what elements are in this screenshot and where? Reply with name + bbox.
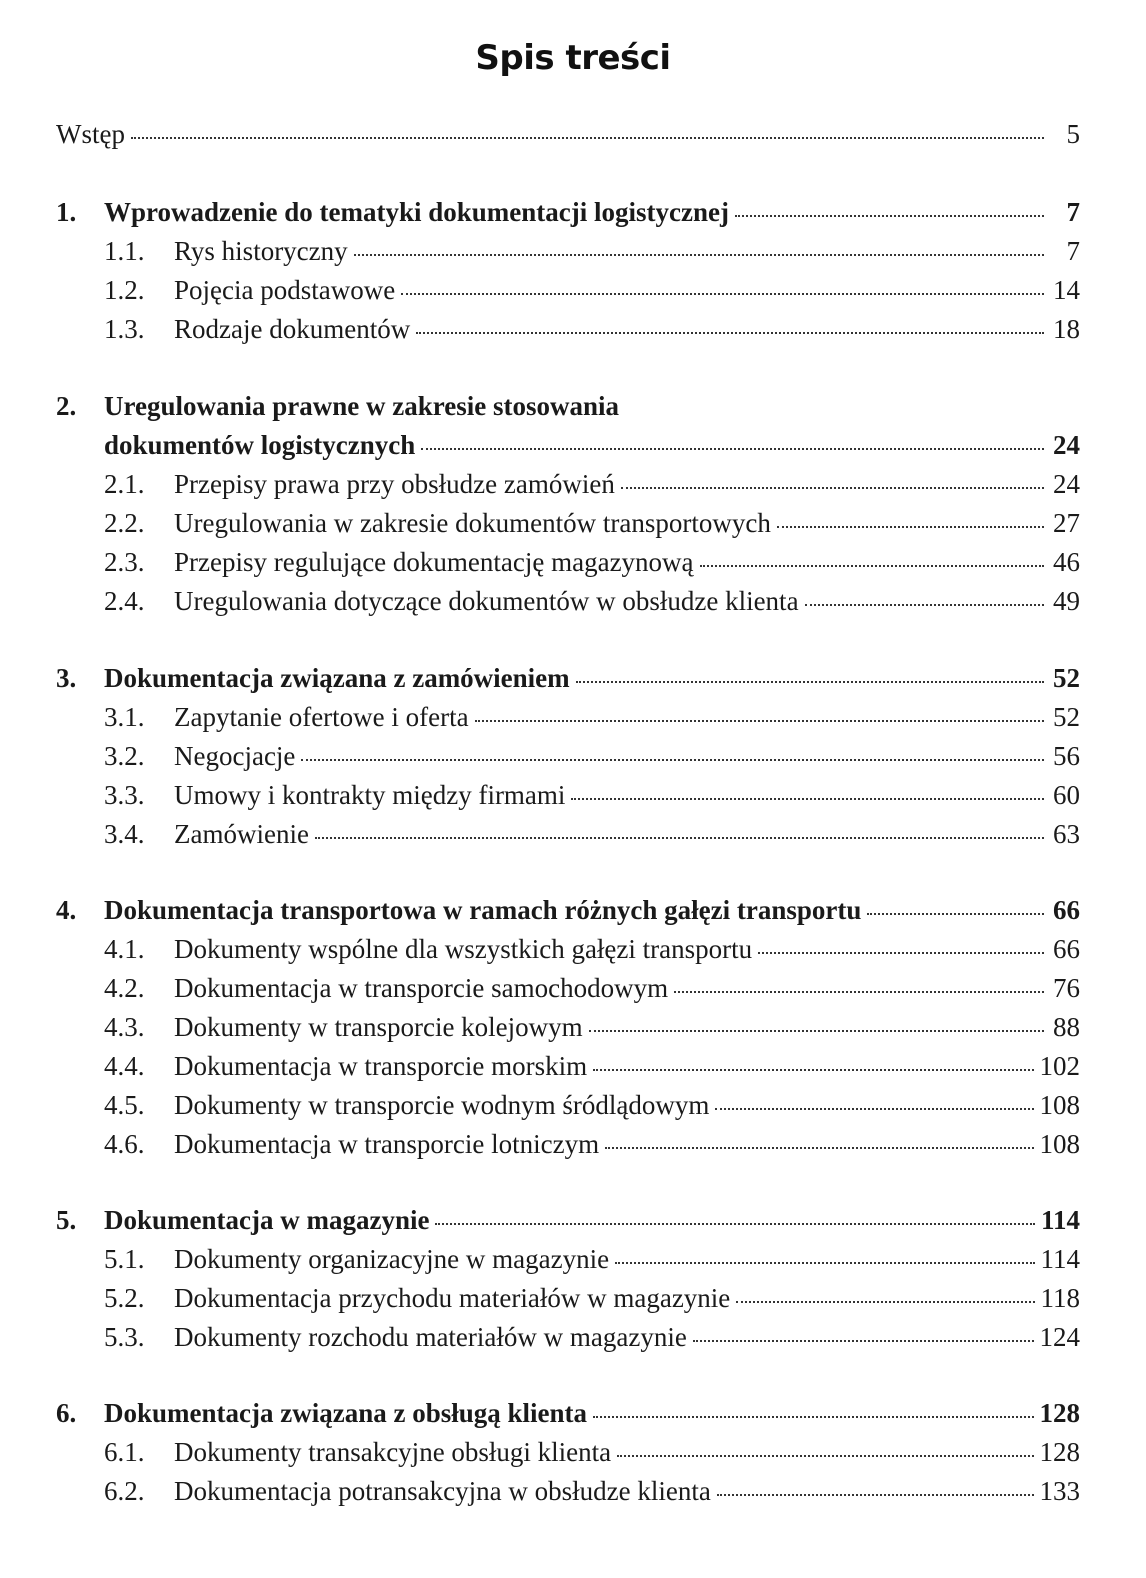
leader-dots — [700, 559, 1044, 567]
section-number: 3.1. — [104, 702, 145, 732]
section-page: 60 — [1053, 780, 1080, 810]
leader-dots — [571, 792, 1044, 800]
toc-section-3-3[interactable] — [56, 779, 1080, 811]
leader-dots — [867, 907, 1044, 915]
section-title: Uregulowania dotyczące dokumentów w obsłudze klienta — [174, 586, 799, 616]
section-title: Przepisy prawa przy obsłudze zamówień — [174, 469, 615, 499]
section-title: Przepisy regulujące dokumentację magazynową — [174, 547, 694, 577]
section-title: Dokumenty w transporcie kolejowym — [174, 1012, 583, 1042]
toc-section-3-1[interactable] — [56, 701, 1080, 733]
section-page: 24 — [1053, 469, 1080, 499]
section-title: Rodzaje dokumentów — [174, 314, 411, 344]
leader-dots — [621, 481, 1044, 489]
leader-dots — [674, 985, 1044, 993]
section-page: 49 — [1053, 586, 1080, 616]
leader-dots — [736, 1295, 1034, 1303]
chapter-title: Dokumentacja w magazynie — [104, 1205, 430, 1235]
toc-chapter-5[interactable] — [56, 1204, 1080, 1236]
leader-dots — [777, 520, 1044, 528]
section-number: 4.5. — [104, 1090, 145, 1120]
section-number: 3.4. — [104, 819, 145, 849]
entry-page: 5 — [1066, 119, 1080, 149]
section-title: Dokumenty wspólne dla wszystkich gałęzi transportu — [174, 934, 753, 964]
toc-section-2-4[interactable] — [56, 585, 1080, 617]
toc-section-6-1[interactable] — [56, 1436, 1080, 1468]
chapter-number: 2. — [56, 391, 77, 421]
toc-section-1-3[interactable] — [56, 313, 1080, 345]
chapter-page: 52 — [1053, 663, 1080, 693]
toc-section-4-2[interactable] — [56, 972, 1080, 1004]
leader-dots — [301, 753, 1044, 761]
section-page: 7 — [1066, 236, 1080, 266]
section-page: 66 — [1053, 934, 1080, 964]
section-title: Dokumentacja w transporcie lotniczym — [174, 1129, 600, 1159]
section-page: 118 — [1040, 1283, 1080, 1313]
toc-section-5-3[interactable] — [56, 1321, 1080, 1353]
section-page: 56 — [1053, 741, 1080, 771]
chapter-page: 128 — [1039, 1398, 1080, 1428]
section-title: Rys historyczny — [174, 236, 348, 266]
leader-dots — [131, 131, 1044, 139]
section-title: Uregulowania w zakresie dokumentów transportowych — [174, 508, 771, 538]
leader-dots — [593, 1063, 1033, 1071]
section-page: 46 — [1053, 547, 1080, 577]
leader-dots — [735, 209, 1044, 217]
toc-section-3-2[interactable] — [56, 740, 1080, 772]
toc-section-4-3[interactable] — [56, 1011, 1080, 1043]
chapter-title: Wprowadzenie do tematyki dokumentacji logistycznej — [104, 197, 729, 227]
section-page: 76 — [1053, 973, 1080, 1003]
section-number: 4.2. — [104, 973, 145, 1003]
leader-dots — [715, 1102, 1033, 1110]
section-page: 128 — [1039, 1437, 1080, 1467]
leader-dots — [315, 831, 1044, 839]
section-page: 88 — [1053, 1012, 1080, 1042]
section-number: 3.3. — [104, 780, 145, 810]
section-page: 108 — [1039, 1090, 1080, 1120]
section-page: 108 — [1039, 1129, 1080, 1159]
toc-section-5-1[interactable] — [56, 1243, 1080, 1275]
leader-dots — [605, 1141, 1033, 1149]
section-number: 1.3. — [104, 314, 145, 344]
section-page: 114 — [1040, 1244, 1080, 1274]
section-title: Dokumenty organizacyjne w magazynie — [174, 1244, 610, 1274]
leader-dots — [354, 248, 1044, 256]
chapter-title: Dokumentacja transportowa w ramach różnych gałęzi transportu — [104, 895, 862, 925]
toc-section-1-1[interactable] — [56, 235, 1080, 267]
toc-chapter-4[interactable] — [56, 894, 1080, 926]
toc-section-6-2[interactable] — [56, 1475, 1080, 1507]
toc-chapter-3[interactable] — [56, 662, 1080, 694]
section-title: Dokumentacja przychodu materiałów w magazynie — [174, 1283, 731, 1313]
chapter-page: 7 — [1066, 197, 1080, 227]
chapter-title-line1: Uregulowania prawne w zakresie stosowania — [104, 391, 620, 421]
entry-title: Wstęp — [56, 119, 125, 149]
leader-dots — [475, 714, 1044, 722]
leader-dots — [617, 1449, 1033, 1457]
chapter-number: 4. — [56, 895, 77, 925]
leader-dots — [416, 326, 1044, 334]
chapter-title: Dokumentacja związana z obsługą klienta — [104, 1398, 588, 1428]
section-title: Dokumenty transakcyjne obsługi klienta — [174, 1437, 612, 1467]
toc-section-5-2[interactable] — [56, 1282, 1080, 1314]
chapter-number: 5. — [56, 1205, 77, 1235]
section-number: 4.1. — [104, 934, 145, 964]
section-title: Zamówienie — [174, 819, 309, 849]
leader-dots — [805, 598, 1044, 606]
leader-dots — [589, 1024, 1044, 1032]
section-title: Zapytanie ofertowe i oferta — [174, 702, 469, 732]
chapter-title: Dokumentacja związana z zamówieniem — [104, 663, 570, 693]
section-title: Dokumentacja w transporcie morskim — [174, 1051, 588, 1081]
chapter-number: 6. — [56, 1398, 77, 1428]
section-number: 6.1. — [104, 1437, 145, 1467]
section-page: 63 — [1053, 819, 1080, 849]
section-title: Umowy i kontrakty między firmami — [174, 780, 566, 810]
toc-section-4-1[interactable] — [56, 933, 1080, 965]
page-title: Spis treści — [475, 38, 671, 78]
section-page: 27 — [1053, 508, 1080, 538]
section-page: 102 — [1039, 1051, 1080, 1081]
chapter-page: 24 — [1053, 430, 1080, 460]
leader-dots — [758, 946, 1044, 954]
section-number: 4.6. — [104, 1129, 145, 1159]
section-number: 5.3. — [104, 1322, 145, 1352]
section-number: 2.3. — [104, 547, 145, 577]
section-page: 18 — [1053, 314, 1080, 344]
section-title: Dokumentacja potransakcyjna w obsłudze klienta — [174, 1476, 711, 1506]
toc-chapter-2[interactable] — [56, 429, 1080, 461]
chapter-page: 66 — [1053, 895, 1080, 925]
section-page: 124 — [1039, 1322, 1080, 1352]
toc-section-2-1[interactable] — [56, 468, 1080, 500]
chapter-number: 3. — [56, 663, 77, 693]
section-title: Dokumentacja w transporcie samochodowym — [174, 973, 669, 1003]
section-number: 5.2. — [104, 1283, 145, 1313]
leader-dots — [593, 1410, 1033, 1418]
toc-section-2-2[interactable] — [56, 507, 1080, 539]
leader-dots — [693, 1334, 1034, 1342]
toc-chapter-6[interactable] — [56, 1397, 1080, 1429]
section-number: 4.3. — [104, 1012, 145, 1042]
chapter-title: dokumentów logistycznych — [104, 430, 416, 460]
section-title: Negocjacje — [174, 741, 296, 771]
section-number: 1.2. — [104, 275, 145, 305]
section-number: 4.4. — [104, 1051, 145, 1081]
toc-chapter-1[interactable] — [56, 196, 1080, 228]
leader-dots — [435, 1217, 1035, 1225]
toc-section-4-4[interactable] — [56, 1050, 1080, 1082]
leader-dots — [717, 1488, 1034, 1496]
section-number: 6.2. — [104, 1476, 145, 1506]
section-number: 2.4. — [104, 586, 145, 616]
leader-dots — [421, 442, 1044, 450]
section-title: Dokumenty w transporcie wodnym śródlądowym — [174, 1090, 710, 1120]
toc-chapter-2-line1[interactable] — [56, 390, 1080, 422]
toc-section-3-4[interactable] — [56, 818, 1080, 850]
section-title: Dokumenty rozchodu materiałów w magazynie — [174, 1322, 687, 1352]
leader-dots — [615, 1256, 1034, 1264]
section-number: 2.2. — [104, 508, 145, 538]
section-number: 1.1. — [104, 236, 145, 266]
section-page: 14 — [1053, 275, 1080, 305]
section-title: Pojęcia podstawowe — [174, 275, 396, 305]
toc-section-2-3[interactable] — [56, 546, 1080, 578]
section-number: 2.1. — [104, 469, 145, 499]
toc-section-4-6[interactable] — [56, 1128, 1080, 1160]
leader-dots — [401, 287, 1044, 295]
leader-dots — [576, 675, 1044, 683]
section-page: 133 — [1039, 1476, 1080, 1506]
section-number: 3.2. — [104, 741, 145, 771]
toc-entry-intro[interactable] — [56, 118, 1080, 150]
chapter-page: 114 — [1040, 1205, 1080, 1235]
toc-section-4-5[interactable] — [56, 1089, 1080, 1121]
section-page: 52 — [1053, 702, 1080, 732]
toc-section-1-2[interactable] — [56, 274, 1080, 306]
section-number: 5.1. — [104, 1244, 145, 1274]
chapter-number: 1. — [56, 197, 77, 227]
